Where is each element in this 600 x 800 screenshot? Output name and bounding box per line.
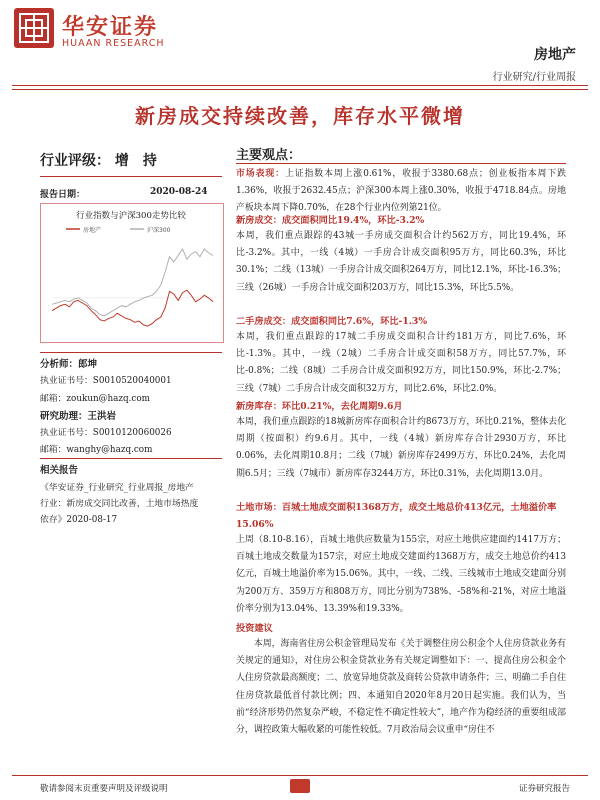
related-line: 《华安证券_行业研究_行业周报_房地产: [40, 483, 194, 493]
key-points-title: 主要观点：: [236, 148, 302, 163]
series-line: [52, 290, 213, 326]
industry-rating: [40, 150, 157, 170]
investment-advice-head: 投资建议: [236, 623, 273, 634]
series-line: [52, 249, 213, 316]
rating-divider: [40, 176, 222, 177]
assistant-cert: [40, 425, 172, 438]
cert-label: 执业证书号：: [40, 376, 93, 386]
brand-name-cn: 华安证券: [62, 14, 159, 40]
sector-label: 房地产: [534, 47, 576, 63]
analyst-name: 郎坤: [78, 359, 98, 370]
email-label: 邮箱：: [40, 445, 67, 455]
footer-disclaimer: 敬请参阅末页重要声明及评级说明: [40, 784, 168, 794]
land-market-text: 上周（8.10-8.16），百城土地供应数量为155宗，对应土地供应建面约1417万方；百城土地成交数量为157宗，对应土地成交建面约1368万方，成交土地总价约413亿元，百城土地溢价率为15.06%。其中，一线、二线、三线城市土地成交建面分别为200万方、359万方和808万方，同比分别为738%、-58%和-21%，对应土地溢价率分别为13.04%、13.39%和19.33%。: [236, 535, 566, 614]
company-logo: [14, 8, 54, 48]
land-market-head: 土地市场：百城土地成交面积1368万方，成交土地总价413亿元，土地溢价率15.06%: [236, 502, 557, 530]
email-address[interactable]: wanghy@hazq.com: [66, 445, 153, 455]
assistant-email: [40, 442, 152, 455]
report-date-label: 报告日期：: [40, 190, 86, 200]
inventory-text: 本周，我们重点跟踪的18城新房库存面积合计约8673万方，环比0.21%，整体去化周期（按面积）约9.6月。其中，一线（4城）新房库存合计2930万方，环比0.06%，去化周期10.8月；二线（7城）新房库存2499万方，环比0.24%，去化周期6.5月；三线（7城市）新房库存3244万方，环比0.31%，去化周期13.0月。: [236, 417, 566, 479]
market-performance: [236, 166, 566, 218]
cert-number: S0010520040001: [92, 376, 172, 386]
brand-name-en: HUAAN RESEARCH: [62, 38, 165, 49]
inventory-head: 新房库存：环比0.21%，去化周期9.6月: [236, 401, 403, 412]
key-points-divider: [236, 163, 566, 164]
analyst-label: 分析师：: [40, 359, 79, 370]
analyst-info: [40, 356, 97, 370]
rating-label: 行业评级：: [40, 153, 110, 169]
legend-label: 房地产: [83, 227, 102, 234]
analyst-email: [40, 391, 150, 404]
analyst-cert: [40, 373, 172, 386]
footer-logo-icon: [290, 779, 310, 793]
related-divider: [40, 458, 222, 459]
assistant-name: 王洪岩: [87, 411, 117, 422]
market-performance-text: 上证指数本周上涨0.61%，收报于3380.68点；创业板指本周下跌1.36%，收报于2632.45点；沪深300本周上涨0.30%，收报于4718.84点。房地产板块本周下降0.70%，在28个行业内位列第21位。: [236, 169, 567, 214]
header-divider: [12, 85, 588, 86]
report-type: 行业研究/行业周报: [492, 72, 576, 83]
analyst-divider: [40, 352, 222, 353]
investment-advice-text: 本周，海南省住房公积金管理局发布《关于调整住房公积金个人住房贷款业务有关规定的通知》，对住房公积金贷款业务有关规定调整如下：一、提高住房公积金个人住房贷款最高额度；二、放宽异地贷款及商转公贷款申请条件；三、明确二手自住住房贷款最低首付款比例；四、本通知自2020年8月20日起实施。我们认为，当前“经济形势仍然复杂严峻，不稳定性不确定性较大”，地产作为稳经济的重要组成部分，调控政策大幅收紧的可能性较低。7月政治局会议重申“房住不: [236, 639, 566, 736]
new-home-sales-text: 本周，我们重点跟踪的43城一手房成交面积合计约562万方，同比19.4%，环比-3.2%。其中，一线（4城）一手房合计成交面积95万方，同比60.3%，环比30.1%；二线（13城）一手房合计成交面积264万方，同比12.1%，环比-16.3%；三线（26城）一手房合计成交面积203万方，同比15.3%，环比5.5%。: [236, 231, 566, 293]
legend-label: 沪深300: [147, 227, 171, 234]
report-title: 新房成交持续改善，库存水平微增: [135, 104, 465, 128]
chart-lines: [52, 249, 213, 326]
market-performance-head: 市场表现：: [236, 169, 285, 179]
new-home-sales-head: 新房成交：成交面积同比19.4%，环比-3.2%: [236, 215, 425, 226]
chart-title: 行业指数与沪深300走势比较: [76, 211, 186, 221]
cert-label: 执业证书号：: [40, 428, 93, 438]
resale-sales-text: 本周，我们重点跟踪的17城二手房成交面积合计约181万方，同比7.6%，环比-1.3%。其中，一线（2城）二手房合计成交面积58万方，同比57.7%，环比-0.8%；二线（8城）二手房合计成交面积92万方，同比150.9%，环比-2.7%；三线（7城）二手房合计成交面积32万方，同比2.6%，环比2.0%。: [236, 332, 566, 394]
footer-report-type: 证券研究报告: [518, 784, 570, 794]
assistant-label: 研究助理：: [40, 411, 88, 422]
related-line: 依存》2020-08-17: [40, 515, 118, 525]
email-address[interactable]: zoukun@hazq.com: [66, 394, 150, 404]
report-date-value: 2020-08-24: [150, 187, 208, 197]
related-reports-title: 相关报告: [40, 465, 79, 476]
rating-value: 增 持: [114, 153, 157, 169]
resale-sales-head: 二手房成交：成交面积同比7.6%，环比-1.3%: [236, 316, 428, 327]
assistant-info: [40, 408, 116, 422]
header-divider-thin: [12, 89, 588, 90]
email-label: 邮箱：: [40, 394, 67, 404]
index-comparison-chart: [44, 222, 219, 338]
footer-divider: [12, 775, 588, 776]
cert-number: S0010120060026: [92, 428, 172, 438]
chart-legend: [66, 226, 171, 234]
related-line: 行业：新房成交同比改善，土地市场热度: [40, 499, 199, 509]
related-report-link[interactable]: [40, 480, 230, 528]
